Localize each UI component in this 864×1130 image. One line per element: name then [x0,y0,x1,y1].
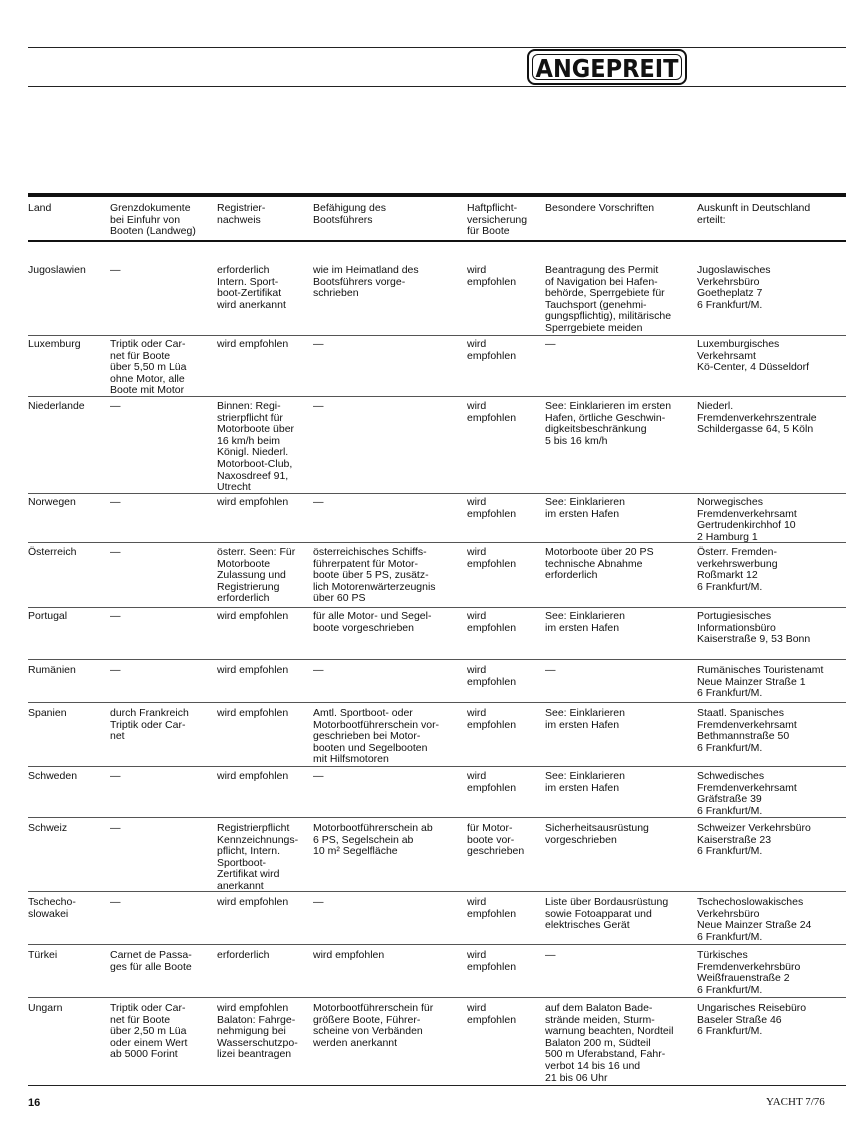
header-vorschriften: Besondere Vorschriften [545,202,655,214]
cell-registriernachweis: wird empfohlen [217,770,289,782]
cell-registriernachweis: österr. Seen: Für Motorboote Zulassung und Registrierung erforderlich [217,546,296,605]
cell-land: Portugal [28,610,68,622]
cell-auskunft: Portugiesisches Informationsbüro Kaiserstraße 9, 53 Bonn [697,610,811,646]
cell-befaehigung: wie im Heimatland des Bootsführers vorge- schrieben [313,264,419,300]
cell-land: Norwegen [28,496,76,508]
cell-land: Luxemburg [28,338,81,350]
cell-vorschriften: Motorboote über 20 PS technische Abnahme erforderlich [545,546,654,582]
cell-vorschriften: auf dem Balaton Bade- strände meiden, Sturm- warnung beachten, Nordteil Balaton 200 m, Südteil 500 m Uferabstand, Fahr- verbot 14 bis 16 und 21 bis 06 Uhr [545,1002,674,1084]
cell-grenzdokumente: — [110,610,121,622]
cell-land: Spanien [28,707,67,719]
cell-haftpflicht: wird empfohlen [467,264,517,288]
cell-auskunft: Schweizer Verkehrsbüro Kaiserstraße 23 6 Frankfurt/M. [697,822,811,858]
cell-haftpflicht: wird empfohlen [467,1002,517,1026]
cell-registriernachweis: wird empfohlen [217,707,289,719]
cell-grenzdokumente: — [110,264,121,276]
cell-haftpflicht: wird empfohlen [467,949,517,973]
header-haftpflicht: Haftpflicht- versicherung für Boote [467,202,528,238]
cell-registriernachweis: erforderlich [217,949,270,961]
cell-grenzdokumente: Triptik oder Car- net für Boote über 5,50 m Lüa ohne Motor, alle Boote mit Motor [110,338,187,397]
cell-befaehigung: für alle Motor- und Segel- boote vorgeschrieben [313,610,432,634]
cell-vorschriften: — [545,338,556,350]
angepreit-logo [527,49,687,85]
row-divider [28,702,846,703]
cell-auskunft: Rumänisches Touristenamt Neue Mainzer Straße 1 6 Frankfurt/M. [697,664,824,700]
cell-vorschriften: See: Einklarieren im ersten Hafen, örtliche Geschwin- digkeitsbeschränkung 5 bis 16 km/h [545,400,672,447]
cell-befaehigung: Amtl. Sportboot- oder Motorbootführerschein vor- geschrieben bei Motor- booten und Segelbooten mit Hilfsmotoren [313,707,440,766]
cell-befaehigung: — [313,338,324,350]
cell-land: Schweden [28,770,78,782]
cell-grenzdokumente: — [110,496,121,508]
header-land: Land [28,202,52,214]
cell-haftpflicht: wird empfohlen [467,546,517,570]
cell-land: Türkei [28,949,58,961]
cell-auskunft: Norwegisches Fremdenverkehrsamt Gertrudenkirchhof 10 2 Hamburg 1 [697,496,797,543]
cell-land: Ungarn [28,1002,63,1014]
cell-befaehigung: — [313,496,324,508]
cell-auskunft: Tschechoslowakisches Verkehrsbüro Neue Mainzer Straße 24 6 Frankfurt/M. [697,896,812,943]
cell-registriernachweis: wird empfohlen [217,896,289,908]
row-divider [28,607,846,608]
cell-haftpflicht: wird empfohlen [467,664,517,688]
cell-vorschriften: Liste über Bordausrüstung sowie Fotoapparat und elektrisches Gerät [545,896,669,932]
cell-land: Österreich [28,546,77,558]
top-rule-lower [28,86,846,87]
cell-vorschriften: See: Einklarieren im ersten Hafen [545,707,625,731]
cell-auskunft: Staatl. Spanisches Fremdenverkehrsamt Bethmannstraße 50 6 Frankfurt/M. [697,707,797,754]
cell-befaehigung: — [313,664,324,676]
cell-grenzdokumente: — [110,546,121,558]
cell-grenzdokumente: durch Frankreich Triptik oder Car- net [110,707,189,743]
cell-auskunft: Österr. Fremden- verkehrswerbung Roßmarkt 12 6 Frankfurt/M. [697,546,778,593]
cell-befaehigung: — [313,400,324,412]
cell-haftpflicht: für Motor- boote vor- geschrieben [467,822,525,858]
cell-vorschriften: — [545,664,556,676]
cell-grenzdokumente: Carnet de Passa- ges für alle Boote [110,949,192,973]
cell-vorschriften: — [545,949,556,961]
row-divider [28,659,846,660]
cell-vorschriften: See: Einklarieren im ersten Hafen [545,770,625,794]
cell-registriernachweis: wird empfohlen [217,664,289,676]
cell-haftpflicht: wird empfohlen [467,400,517,424]
cell-land: Jugoslawien [28,264,86,276]
cell-haftpflicht: wird empfohlen [467,338,517,362]
cell-land: Niederlande [28,400,85,412]
cell-grenzdokumente: — [110,822,121,834]
cell-haftpflicht: wird empfohlen [467,496,517,520]
cell-registriernachweis: wird empfohlen [217,496,289,508]
cell-grenzdokumente: Triptik oder Car- net für Boote über 2,50 m Lüa oder einem Wert ab 5000 Forint [110,1002,188,1061]
cell-land: Rumänien [28,664,76,676]
cell-befaehigung: österreichisches Schiffs- führerpatent für Motor- boote über 5 PS, zusätz- lich Motorenwärterzeugnis über 60 PS [313,546,436,605]
issue-label: YACHT 7/76 [766,1096,825,1108]
cell-befaehigung: — [313,770,324,782]
cell-vorschriften: See: Einklarieren im ersten Hafen [545,496,625,520]
bottom-rule [28,1085,846,1086]
cell-grenzdokumente: — [110,896,121,908]
cell-haftpflicht: wird empfohlen [467,770,517,794]
cell-auskunft: Ungarisches Reisebüro Baseler Straße 46 6 Frankfurt/M. [697,1002,807,1038]
cell-befaehigung: Motorbootführerschein ab 6 PS, Segelschein ab 10 m² Segelfläche [313,822,433,858]
cell-registriernachweis: wird empfohlen [217,338,289,350]
cell-grenzdokumente: — [110,664,121,676]
cell-auskunft: Jugoslawisches Verkehrsbüro Goetheplatz 7 6 Frankfurt/M. [697,264,771,311]
cell-grenzdokumente: — [110,400,121,412]
cell-auskunft: Niederl. Fremdenverkehrszentrale Schildergasse 64, 5 Köln [697,400,817,436]
cell-registriernachweis: Binnen: Regi- strierpflicht für Motorboote über 16 km/h beim Königl. Niederl. Motorboot-Club, Naxosdreef 91, Utrecht [217,400,295,494]
row-divider [28,944,846,945]
cell-befaehigung: wird empfohlen [313,949,385,961]
cell-auskunft: Luxemburgisches Verkehrsamt Kö-Center, 4 Düsseldorf [697,338,810,374]
header-grenzdokumente: Grenzdokumente bei Einfuhr von Booten (Landweg) [110,202,196,238]
table-top-rule [28,193,846,197]
table-header-rule [28,240,846,242]
cell-befaehigung: — [313,896,324,908]
header-befaehigung: Befähigung des Bootsführers [313,202,386,226]
row-divider [28,493,846,494]
page-number: 16 [28,1097,41,1109]
cell-auskunft: Schwedisches Fremdenverkehrsamt Gräfstraße 39 6 Frankfurt/M. [697,770,797,817]
cell-haftpflicht: wird empfohlen [467,610,517,634]
cell-registriernachweis: Registrierpflicht Kennzeichnungs- pflicht, Intern. Sportboot- Zertifikat wird anerkannt [217,822,299,892]
cell-land: Schweiz [28,822,68,834]
cell-auskunft: Türkisches Fremdenverkehrsbüro Weißfrauenstraße 2 6 Frankfurt/M. [697,949,801,996]
cell-befaehigung: Motorbootführerschein für größere Boote, Führer- scheine von Verbänden werden anerkannt [313,1002,434,1049]
header-auskunft: Auskunft in Deutschland erteilt: [697,202,811,226]
cell-registriernachweis: wird empfohlen [217,610,289,622]
row-divider [28,891,846,892]
top-rule [28,47,846,48]
row-divider [28,335,846,336]
logo-text: ANGEPREIT [532,54,682,80]
cell-registriernachweis: erforderlich Intern. Sport- boot-Zertifikat wird anerkannt [217,264,286,311]
row-divider [28,997,846,998]
cell-registriernachweis: wird empfohlen Balaton: Fahrge- nehmigung bei Wasserschutzpo- lizei beantragen [217,1002,298,1061]
header-registriernachweis: Registrier- nachweis [217,202,266,226]
cell-grenzdokumente: — [110,770,121,782]
cell-land: Tschecho- slowakei [28,896,76,920]
cell-haftpflicht: wird empfohlen [467,896,517,920]
cell-vorschriften: Sicherheitsausrüstung vorgeschrieben [545,822,649,846]
cell-haftpflicht: wird empfohlen [467,707,517,731]
cell-vorschriften: See: Einklarieren im ersten Hafen [545,610,625,634]
row-divider [28,766,846,767]
cell-vorschriften: Beantragung des Permit of Navigation bei Hafen- behörde, Sperrgebiete für Tauchsport (genehmi- gungspflichtig), militärische Sperrgebiete meiden [545,264,672,334]
